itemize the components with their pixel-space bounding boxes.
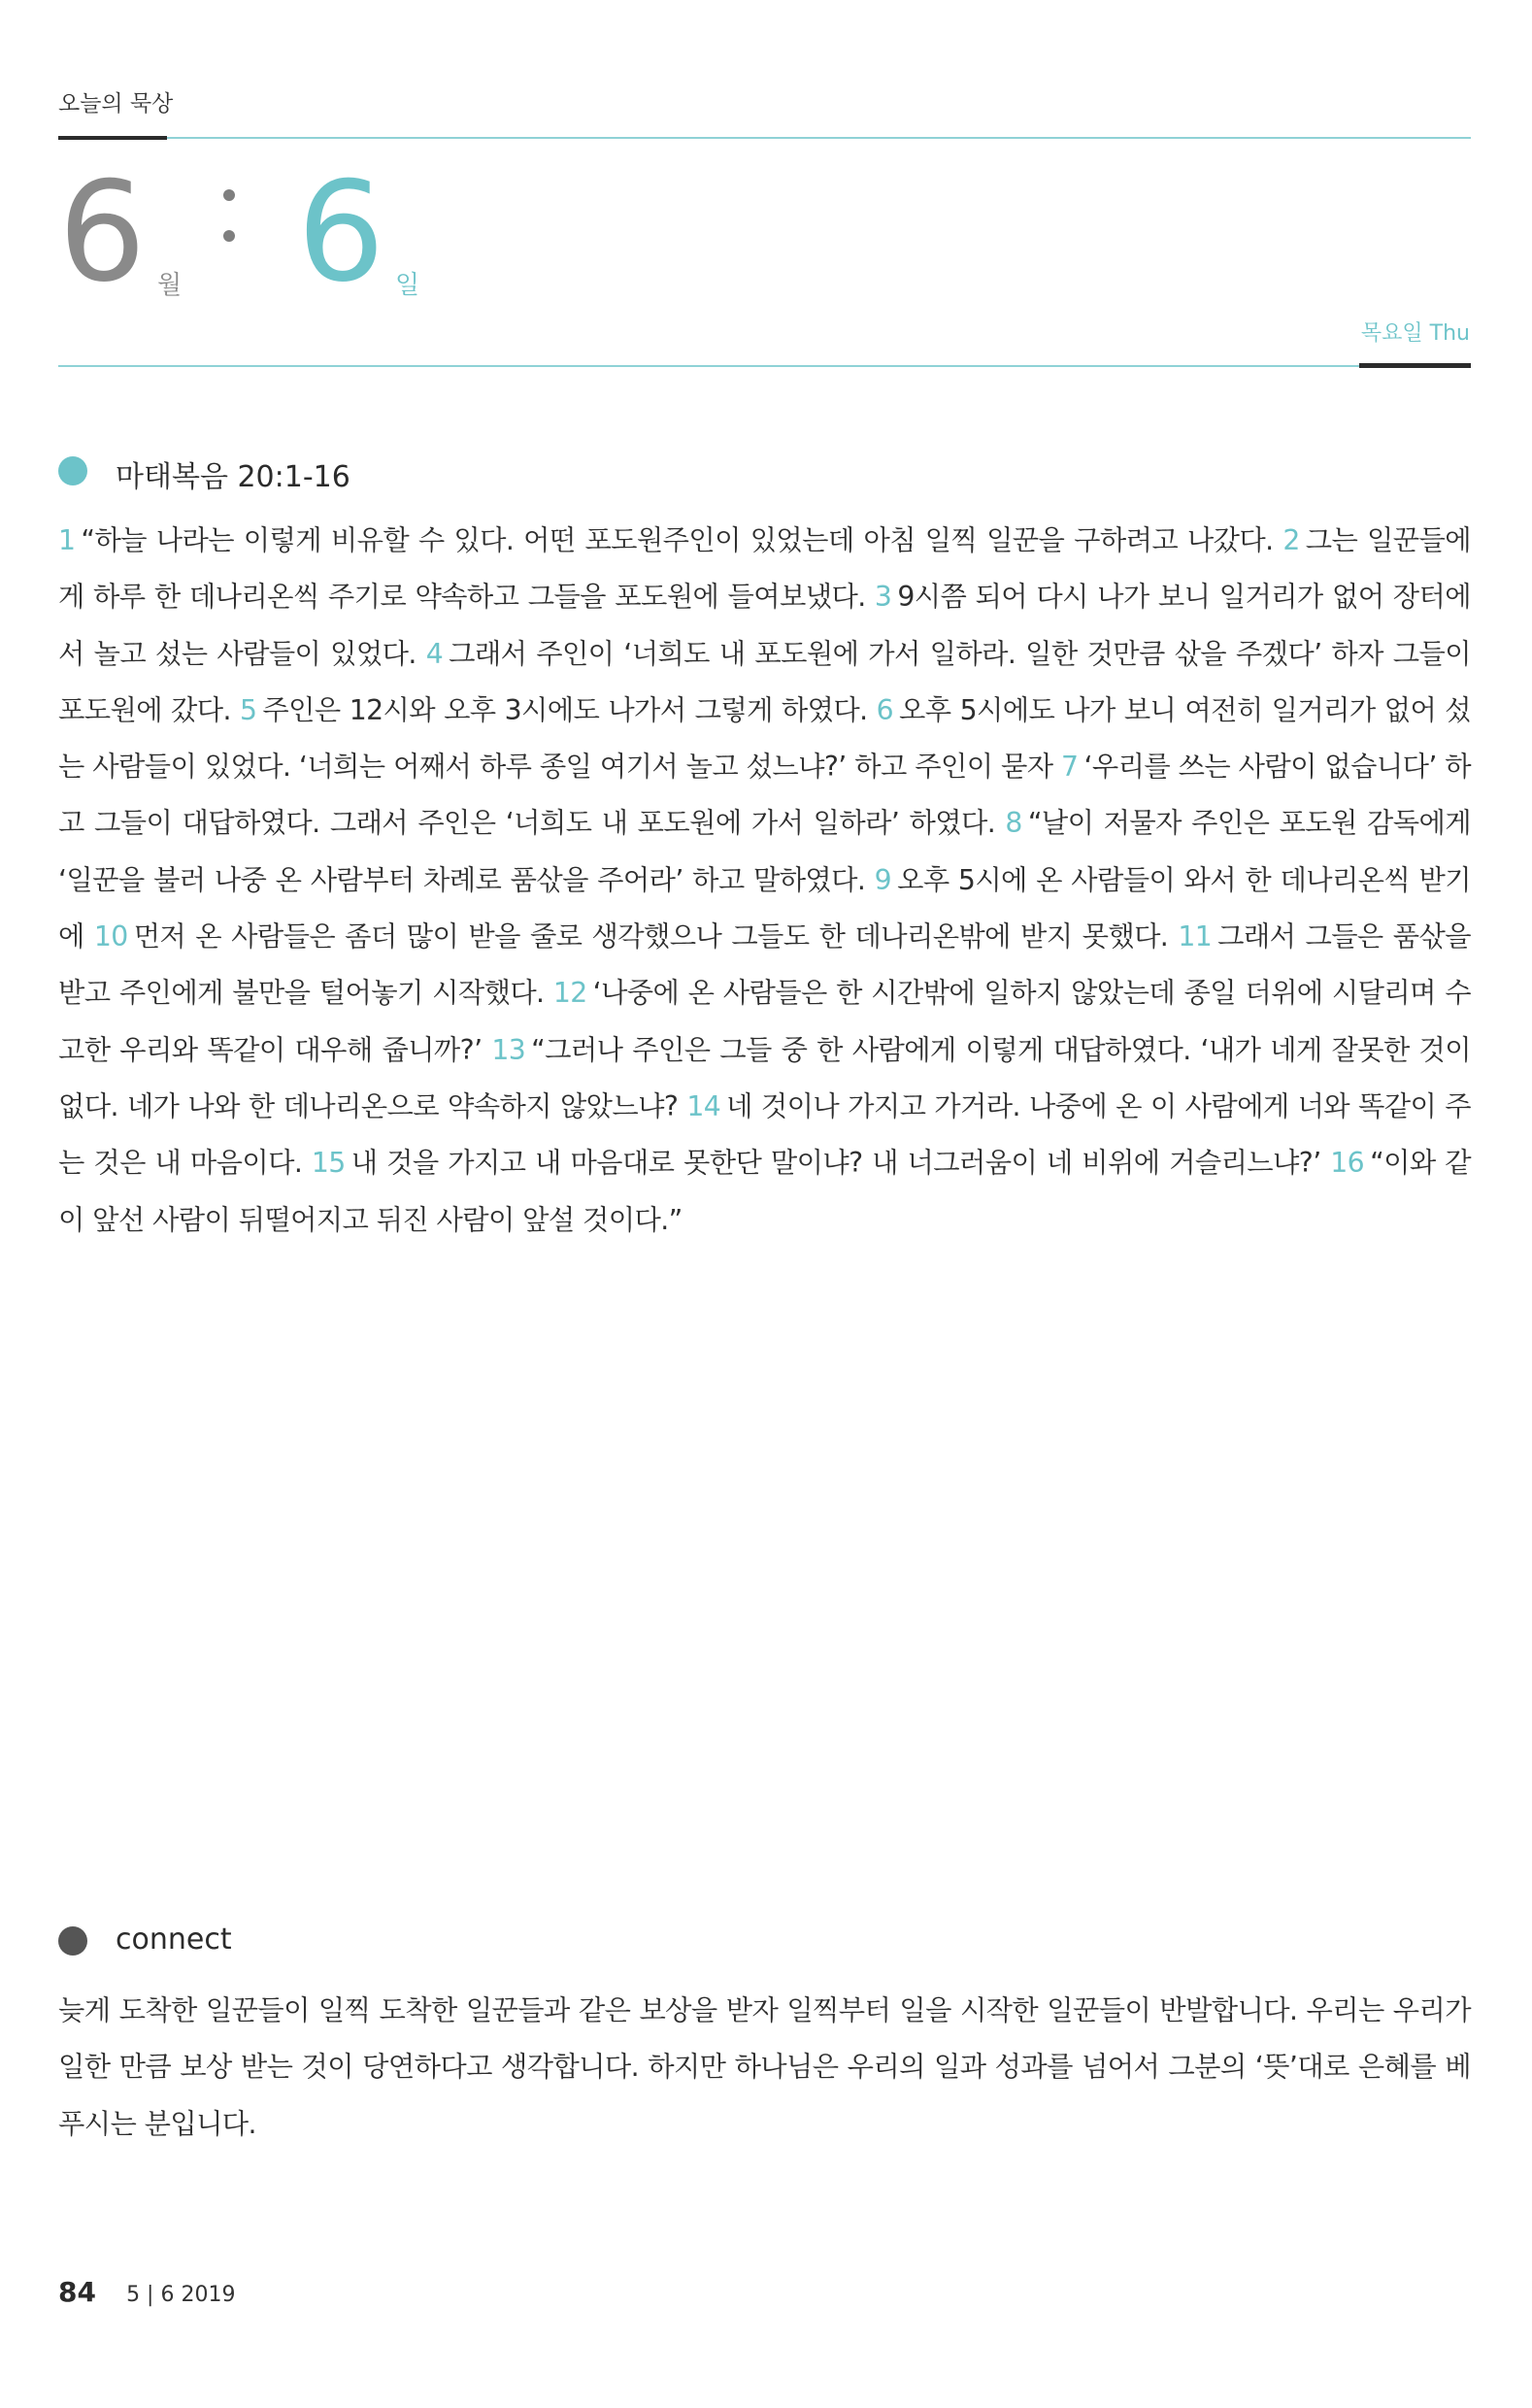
verse-number: 15 (311, 1147, 346, 1180)
issue-date: 5 | 6 2019 (126, 2283, 236, 2307)
verse-number: 11 (1178, 920, 1213, 953)
verse-text: 오후 5시에 온 사람들이 와서 한 데나리온씩 받기에 (58, 863, 1471, 953)
page-number: 84 (58, 2276, 96, 2308)
bullet-dot-icon (58, 456, 87, 485)
month-unit: 월 (157, 271, 183, 300)
weekday-underline (1359, 363, 1471, 368)
day-unit: 일 (395, 271, 420, 300)
verse-text: “그러나 주인은 그들 중 한 사람에게 이렇게 대답하였다. ‘내가 네게 잘못한 것이 없다. 네가 나와 한 데나리온으로 약속하지 않았느냐? (58, 1033, 1471, 1122)
verse-text: 주인은 12시와 오후 3시에도 나가서 그렇게 하였다. (262, 693, 868, 726)
verse-number: 4 (425, 637, 444, 670)
verse-number: 13 (491, 1033, 526, 1066)
verse-text: 그는 일꾼들에게 하루 한 데나리온씩 주기로 약속하고 그들을 포도원에 들여보냈다. (58, 524, 1471, 614)
verse-text: “하늘 나라는 이렇게 비유할 수 있다. 어떤 포도원주인이 있었는데 아침 일찍 일꾼을 구하려고 나갔다. (81, 524, 1274, 556)
weekday-label: 목요일 Thu (1360, 321, 1470, 346)
rule-top (58, 137, 1471, 139)
header-label-underline (58, 136, 167, 140)
verse-number: 3 (874, 581, 892, 614)
verse-text: “이와 같이 앞선 사람이 뒤떨어지고 뒤진 사람이 앞설 것이다.” (58, 1147, 1471, 1236)
verse-text: 그래서 주인이 ‘너희도 내 포도원에 가서 일하라. 일한 것만큼 삯을 주겠다’ 하자 그들이 포도원에 갔다. (58, 637, 1471, 726)
colon-separator (223, 182, 235, 250)
header-label: 오늘의 묵상 (58, 91, 174, 117)
connect-title: connect (116, 1923, 232, 1956)
verse-number: 14 (686, 1089, 721, 1122)
month-number: 6 (58, 152, 147, 313)
verse-text: ‘우리를 쓰는 사람이 없습니다’ 하고 그들이 대답하였다. 그래서 주인은 ‘너희도 내 포도원에 가서 일하라’ 하였다. (58, 751, 1472, 840)
reading-title: 마태복음 20:1-16 (116, 460, 350, 494)
day-number: 6 (297, 152, 385, 313)
verse-text: ‘나중에 온 사람들은 한 시간밖에 일하지 않았는데 종일 더위에 시달리며 수고한 우리와 똑같이 대우해 줍니까?’ (58, 977, 1471, 1066)
verse-number: 9 (874, 863, 892, 896)
verse-number: 10 (93, 920, 128, 953)
verse-number: 2 (1282, 524, 1300, 556)
rule-mid (58, 365, 1471, 367)
colon-dot (223, 189, 235, 201)
verse-text: 내 것을 가지고 내 마음대로 못한단 말이냐? 내 너그러움이 네 비위에 거슬리느냐?’ (350, 1147, 1321, 1180)
verse-number: 12 (552, 977, 587, 1010)
verse-number: 1 (58, 524, 76, 556)
verse-number: 5 (240, 693, 257, 726)
verse-text: 그래서 그들은 품삯을 받고 주인에게 불만을 털어놓기 시작했다. (58, 920, 1471, 1010)
scripture-text (58, 513, 1471, 1249)
bullet-dot-icon (58, 1926, 87, 1956)
verse-text: 먼저 온 사람들은 좀더 많이 받을 줄로 생각했으나 그들도 한 데나리온밖에 받지 못했다. (133, 920, 1169, 953)
verse-number: 6 (876, 693, 894, 726)
colon-dot (223, 230, 235, 242)
verse-number: 8 (1005, 807, 1022, 840)
verse-text: 네 것이나 가지고 가거라. 나중에 온 이 사람에게 너와 똑같이 주는 것은 내 마음이다. (58, 1089, 1471, 1180)
connect-text: 늦게 도착한 일꾼들이 일찍 도착한 일꾼들과 같은 보상을 받자 일찍부터 일을 시작한 일꾼들이 반발합니다. 우리는 우리가 일한 만큼 보상 받는 것이 당연하다고 생각합니다. 하지만 하나님은 우리의 일과 성과를 넘어서 그분의 ‘뜻’대로 은혜를 베푸시는 분입니다. (58, 1994, 1471, 2140)
verse-text: “날이 저물자 주인은 포도원 감독에게 ‘일꾼을 불러 나중 온 사람부터 차례로 품삯을 주어라’ 하고 말하였다. (58, 807, 1471, 896)
verse-number: 7 (1061, 751, 1079, 784)
verse-text: 9시쯤 되어 다시 나가 보니 일거리가 없어 장터에서 놀고 섰는 사람들이 있었다. (58, 581, 1471, 670)
verse-number: 16 (1330, 1147, 1365, 1180)
footer (58, 2276, 235, 2315)
verse-text: 오후 5시에도 나가 보니 여전히 일거리가 없어 섰는 사람들이 있었다. ‘너희는 어째서 하루 종일 여기서 놀고 섰느냐?’ 하고 주인이 묻자 (58, 693, 1471, 784)
